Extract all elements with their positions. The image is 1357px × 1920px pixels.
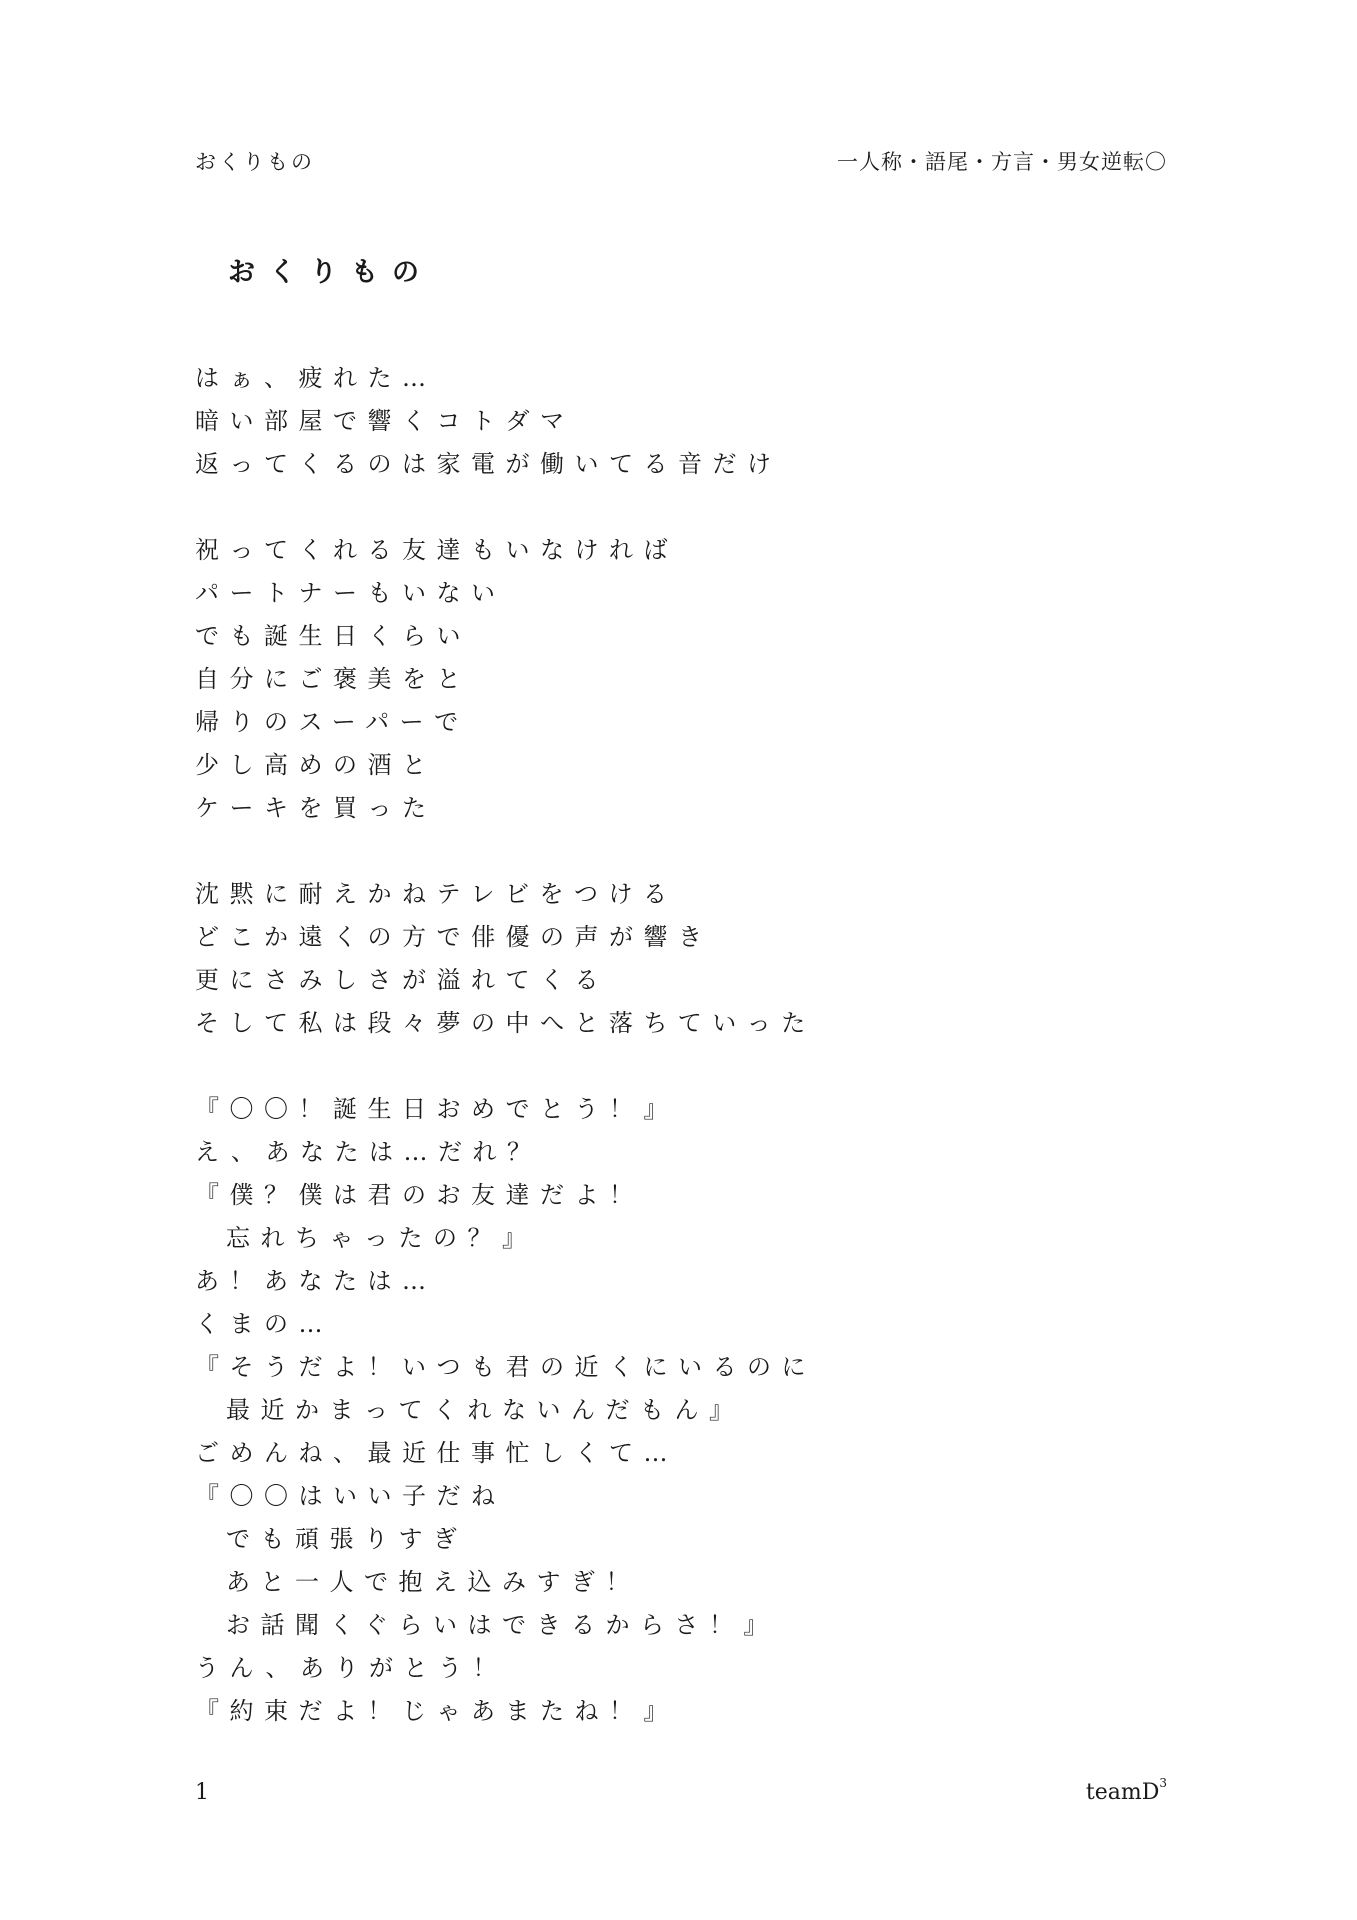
poem-line: 祝ってくれる友達もいなければ	[195, 536, 678, 564]
poem-line: 返ってくるのは家電が働いてる音だけ	[195, 450, 782, 478]
stanza-break	[195, 486, 1195, 529]
poem-line: 『約束だよ！じゃあまたね！』	[195, 1697, 678, 1725]
poem-line: でも頑張りすぎ	[226, 1525, 468, 1553]
poem-line: 更にさみしさが溢れてくる	[195, 966, 609, 994]
poem-line: 『そうだよ！いつも君の近くにいるのに	[195, 1353, 816, 1381]
poem-line: 少し高めの酒と	[195, 751, 437, 779]
poem-line: はぁ、疲れた…	[195, 364, 437, 392]
poem-line: くまの…	[195, 1310, 333, 1338]
poem-line: 『僕？僕は君のお友達だよ！	[195, 1181, 644, 1209]
document-title: おくりもの	[228, 257, 433, 288]
poem-line: あと一人で抱え込みすぎ！	[226, 1568, 640, 1596]
poem-line: 帰りのスーパーで	[195, 708, 469, 736]
poem-line: 自分にご褒美をと	[195, 665, 471, 693]
team-credit	[1085, 1776, 1167, 1805]
poem-line: 暗い部屋で響くコトダマ	[195, 407, 575, 435]
stanza-break	[195, 830, 1195, 873]
team-superscript: 3	[1159, 1776, 1167, 1790]
page-number: 1	[195, 1780, 209, 1805]
poem-line: 忘れちゃったの？』	[226, 1224, 537, 1252]
poem-line: あ！あなたは…	[195, 1267, 437, 1295]
poem-line: ごめんね、最近仕事忙しくて…	[195, 1439, 678, 1467]
poem-body	[195, 357, 1195, 1733]
poem-line: 沈黙に耐えかねテレビをつける	[195, 880, 678, 908]
stanza-break	[195, 1045, 1195, 1088]
poem-line: パートナーもいない	[195, 579, 506, 607]
team-name: teamD	[1085, 1780, 1160, 1805]
poem-line: 最近かまってくれないんだもん』	[226, 1396, 744, 1424]
poem-line: そして私は段々夢の中へと落ちていった	[195, 1009, 816, 1037]
running-header-tags: 一人称・語尾・方言・男女逆転〇	[837, 150, 1167, 174]
poem-line: うん、ありがとう！	[195, 1654, 507, 1682]
poem-line: 『〇〇はいい子だね	[195, 1482, 506, 1510]
poem-line: え、あなたは…だれ？	[195, 1138, 542, 1166]
poem-line: でも誕生日くらい	[195, 622, 471, 650]
poem-line: お話聞くぐらいはできるからさ！』	[226, 1611, 778, 1639]
poem-line: どこか遠くの方で俳優の声が響き	[195, 923, 713, 951]
poem-line: 『〇〇！誕生日おめでとう！』	[195, 1095, 678, 1123]
running-header-title: おくりもの	[195, 150, 315, 174]
poem-line: ケーキを買った	[195, 794, 437, 822]
